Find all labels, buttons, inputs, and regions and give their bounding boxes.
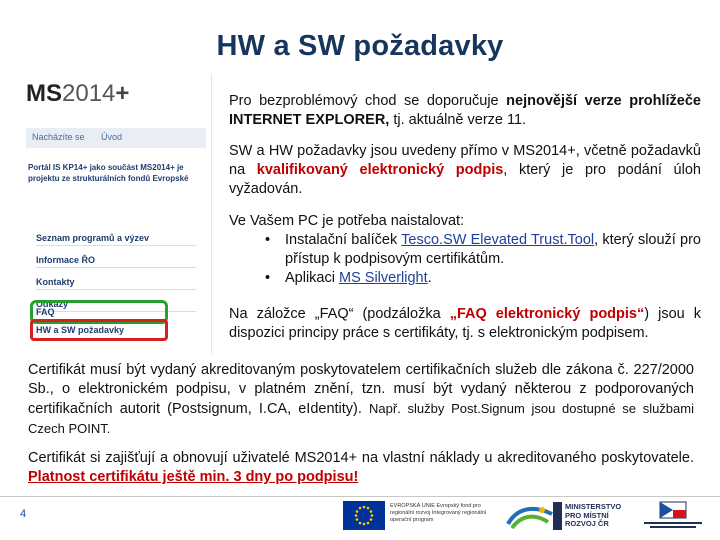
menu-item-ro-info[interactable]: Informace ŘO	[36, 252, 196, 268]
renewal-paragraph	[28, 449, 694, 487]
portal-screenshot	[22, 74, 212, 354]
ministry-line-3: ROZVOJ ČR	[565, 519, 609, 528]
ministry-logo-text	[565, 503, 621, 529]
p1-text-end: tj. aktuálně verze 11.	[389, 112, 527, 128]
install-intro: Ve Vašem PC je potřeba naistalovat:	[229, 213, 465, 229]
ministry-crest-icon	[553, 502, 562, 530]
logo-year-text: 2014	[62, 80, 116, 107]
irop-logo-icon	[506, 502, 554, 530]
menu-item-hw-sw[interactable]: HW a SW požadavky	[36, 325, 125, 335]
faq-paragraph	[229, 305, 701, 343]
portal-description: Portál IS KP14+ jako součást MS2014+ je projektu ze strukturálních fondů Evropské	[28, 163, 189, 183]
p4-text: Na záložce „FAQ“ (podzáložka	[229, 306, 450, 322]
menu-item-links[interactable]: Odkazy	[36, 296, 196, 312]
install-item-2-text-end: .	[427, 270, 432, 286]
p4-highlight: „FAQ elektronický podpis“	[449, 306, 645, 322]
tesco-link[interactable]: Tesco.SW Elevated Trust.Tool	[401, 232, 595, 248]
ministry-line-2: PRO MÍSTNÍ	[565, 510, 609, 520]
ms2014-logo	[26, 80, 129, 108]
eu-fund-text: EVROPSKÁ UNIE Evropský fond pro regionální rozvoj Integrovaný regionální operační program	[390, 503, 487, 523]
install-item-tesco	[229, 231, 701, 269]
page-number: 4	[20, 508, 27, 520]
install-item-silverlight	[229, 269, 701, 288]
logo-ms-text: MS	[26, 80, 62, 107]
logo-plus-text: +	[115, 80, 130, 107]
install-item-2-text: Aplikaci	[285, 270, 339, 286]
ministry-line-1: MINISTERSTVO	[565, 502, 622, 511]
validity-warning-link[interactable]: Platnost certifikátu ještě min. 3 dny po podpisu!	[28, 469, 359, 485]
eu-flag-icon	[343, 501, 385, 530]
p1-text: Pro bezproblémový chod se doporučuje	[229, 93, 507, 109]
p2-highlight: kvalifikovaný elektronický podpis	[256, 162, 504, 178]
breadcrumb-label: Nacházíte se	[32, 132, 85, 142]
p2-text: SW a HW požadavky jsou uvedeny přímo v MS2014+, včetně požadavků na	[229, 143, 701, 178]
silverlight-link[interactable]: MS Silverlight	[339, 270, 428, 286]
menu-item-contacts[interactable]: Kontakty	[36, 274, 196, 290]
p4-text-end: ) jsou k dispozici principy práce s certifikáty, tj. s elektronickým podpisem.	[229, 306, 701, 341]
install-item-1-text: Instalační balíček	[285, 232, 402, 248]
requirements-paragraph	[229, 142, 701, 199]
breadcrumb-home-link[interactable]: Úvod	[101, 132, 123, 142]
hw-sw-highlight-box	[30, 319, 168, 341]
install-paragraph	[229, 212, 701, 288]
browser-recommendation	[229, 92, 701, 130]
certificate-paragraph	[28, 361, 694, 439]
p5-small-note: Např. služby Post.Signum jsou dostupné se službami Czech POINT.	[28, 401, 694, 436]
p5-text: Certifikát musí být vydaný akreditovaným poskytovatelem certifikačních služeb dle zákona č. 227/2000 Sb., o elektronickém podpisu, v platném znění, tzn. musí být vydaný některou z podporovaných certifikačních autorit (Postsignum, I.CA, eIdentity).	[28, 362, 694, 417]
install-list	[229, 231, 701, 288]
footer-divider	[0, 496, 720, 497]
menu-item-programs[interactable]: Seznam programů a výzev	[36, 230, 196, 246]
p2-text-end: , který je pro podání úloh vyžadován.	[229, 162, 701, 197]
czech-republic-logo-icon	[640, 500, 706, 532]
slide-title: HW a SW požadavky	[216, 30, 504, 62]
menu-item-faq[interactable]: FAQ	[36, 307, 55, 317]
breadcrumb	[26, 128, 206, 148]
p6-text: Certifikát si zajišťují a obnovují uživatelé MS2014+ na vlastní náklady u akreditovaného poskytovatele.	[28, 450, 694, 466]
p1-bold: nejnovější verze prohlížeče INTERNET EXPLORER,	[229, 93, 701, 128]
install-item-1-text-end: , který slouží pro přístup k podpisovým certifikátům.	[285, 232, 701, 267]
